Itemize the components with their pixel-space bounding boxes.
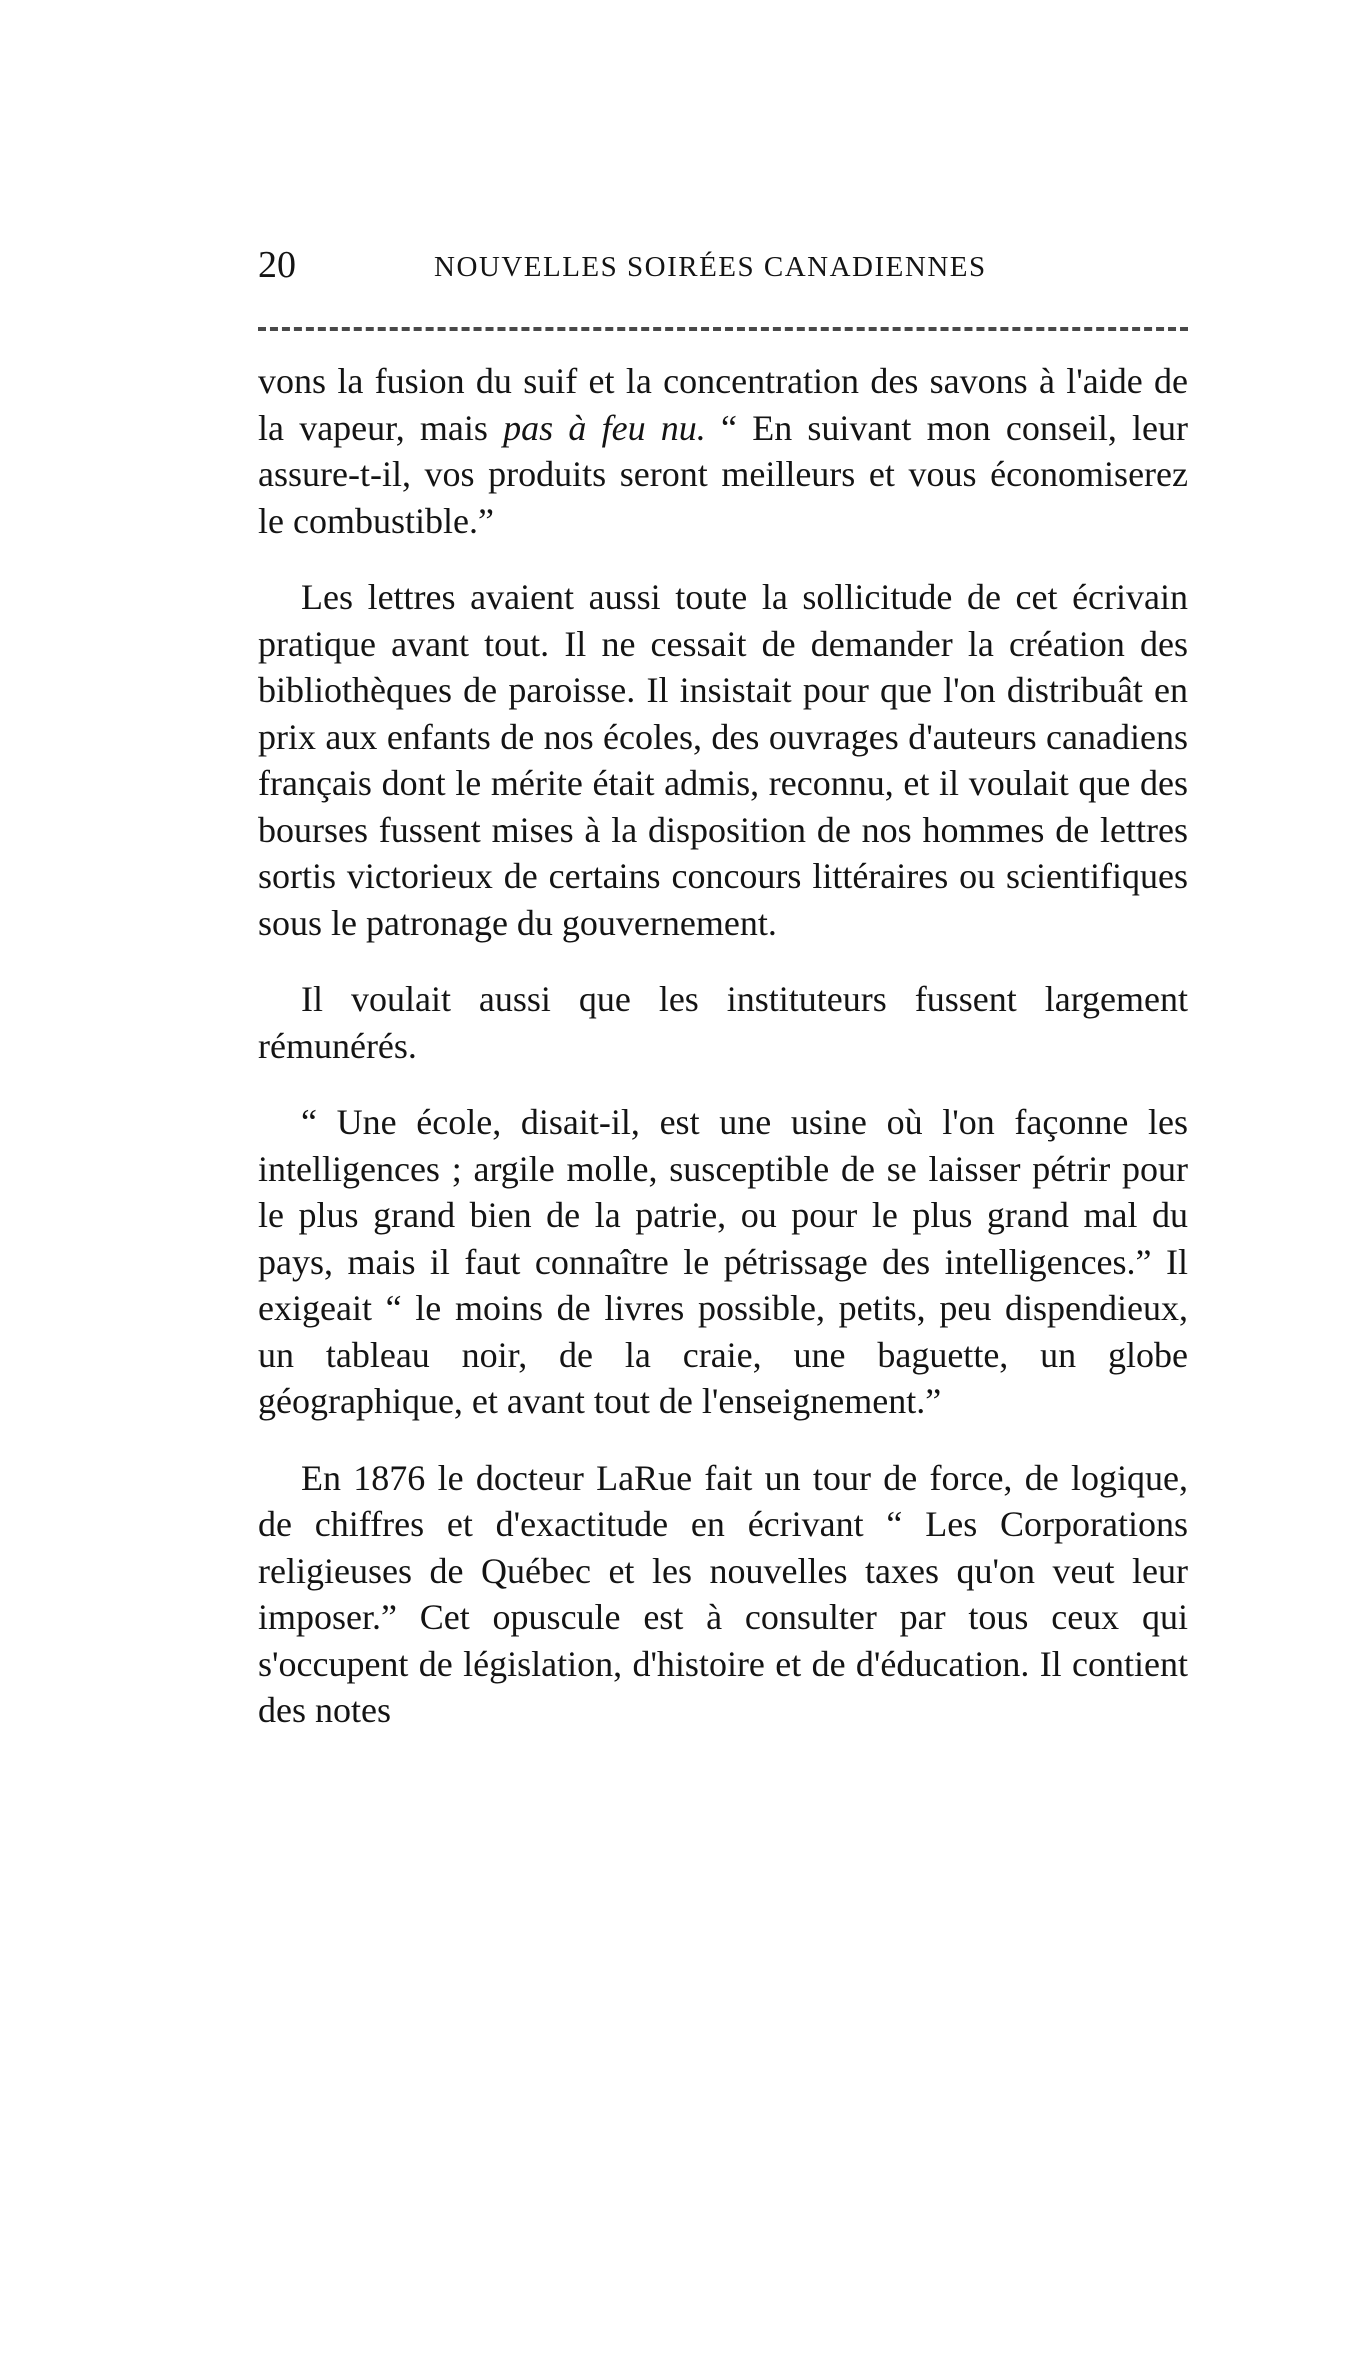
- page-number: 20: [258, 244, 296, 286]
- paragraph-3: Il voulait aussi que les instituteurs fussent largement rémunérés.: [258, 979, 1188, 1066]
- header-rule: [258, 327, 1188, 331]
- paragraph-1-text: vons la fusion du suif et la concentration des savons à l'aide de la vapeur, mais: [258, 361, 1188, 448]
- paragraph-1-italic: pas à feu nu.: [503, 407, 706, 448]
- body-text: [258, 358, 1188, 1734]
- paragraph-1: [258, 358, 1188, 544]
- book-page: [258, 240, 1189, 1730]
- paragraph-4: “ Une école, disait-il, est une usine où l'on façonne les intelligences ; argile molle, susceptible de se laisser pétrir pour le plus grand bien de la patrie, ou pour le plus grand mal du pays, mais il faut connaître le pétrissage des intelligences.” Il exigeait “ le moins de livres possible, petits, peu dispendieux, un tableau noir, de la craie, une baguette, un globe géographique, et avant tout de l'enseignement.”: [258, 1102, 1188, 1421]
- paragraph-2: Les lettres avaient aussi toute la sollicitude de cet écrivain pratique avant tout. Il ne cessait de demander la création des bibliothèques de paroisse. Il insistait pour que l'on distribuât en prix aux enfants de nos écoles, des ouvrages d'auteurs canadiens français dont le mérite était admis, reconnu, et il voulait que des bourses fussent mises à la disposition de nos hommes de lettres sortis victorieux de certains concours littéraires ou scientifiques sous le patronage du gouvernement.: [258, 577, 1188, 943]
- running-head: [258, 240, 1188, 290]
- paragraph-5: En 1876 le docteur LaRue fait un tour de force, de logique, de chiffres et d'exactitude en écrivant “ Les Corporations religieuses de Québec et les nouvelles taxes qu'on veut leur imposer.” Cet opuscule est à consulter par tous ceux qui s'occupent de législation, d'histoire et de d'éducation. Il contient des notes: [258, 1457, 1188, 1730]
- running-title: NOUVELLES SOIRÉES CANADIENNES: [434, 251, 987, 283]
- paragraph-1-text-end: “ En suivant mon conseil, leur assure-t-il, vos produits seront meilleurs et vous économiserez le combustible.”: [258, 407, 1189, 541]
